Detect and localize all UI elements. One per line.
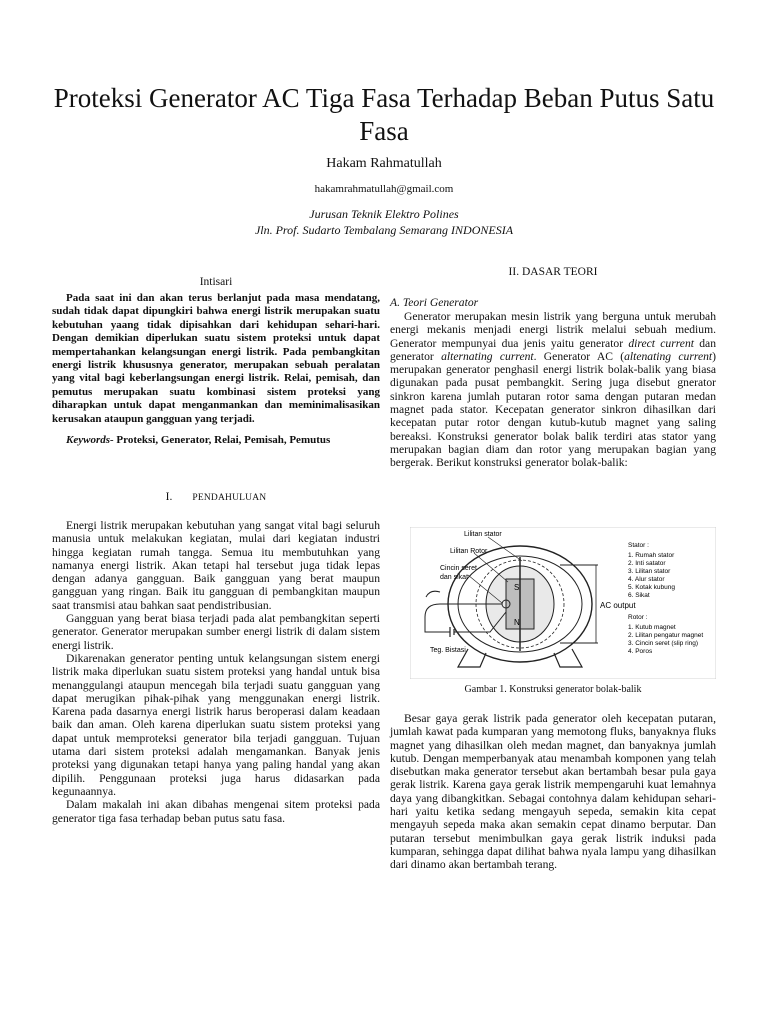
- generator-construction-figure: [410, 527, 716, 679]
- subsection-heading: A. Teori Generator: [390, 296, 479, 309]
- paragraph: Energi listrik merupakan kebutuhan yang sangat vital bagi seluruh manusia untuk melakukan kegiatan, mulai dari kegiatan industri hingga kegiatan rumah tangga. Semua itu membutuhkan yang namanya energi listrik. Akan tetapi hal tersebut juga tidak lepas dengan adanya gangguan. Baik gangguan yang berat maupun gangguan yang ringan. Baik itu gangguan di pembangkitan maupun saat transmisi atau bahkan saat pendistribusian.: [52, 519, 380, 612]
- legend-item: 4. Poros: [628, 648, 653, 655]
- label-teg-bistasi: Teg. Bistasi: [430, 647, 466, 654]
- paper-title: Proteksi Generator AC Tiga Fasa Terhadap Beban Putus Satu Fasa: [53, 83, 715, 146]
- paragraph: Generator merupakan mesin listrik yang berguna untuk merubah energi mekanis menjadi energi listrik melalui sebuah medium. Generator mempunyai dua jenis yaitu generator direct current dan generator alternating current. Generator AC (altenating current) merupakan generator penghasil energi listrik bolak-balik yang biasa digunakan pada pusat pembangkit. Sering juga disebut gnerator sinkron karena jumlah putaran rotor sama dengan putaran medan magnet pada stator. Kecepatan generator sinkron dihasilkan dari kecepatan putar rotor dengan kutub-kutub magnet yang saling bereaksi. Konstruksi generator bolak balik terdiri atas stator yang merupakan bagian diam dan rotor yang merupakan bagian yang bergerak. Berikut konstruksi generator bolak-balik:: [390, 310, 716, 470]
- affiliation-line-2: Jln. Prof. Sudarto Tembalang Semarang INDONESIA: [254, 223, 514, 237]
- keywords-list: Proteksi, Generator, Relai, Pemisah, Pemutus: [113, 434, 331, 446]
- label-cincin-seret: Cincin seret: [440, 565, 477, 572]
- section-title: PENDAHULUAN: [192, 493, 267, 503]
- label-dan-sikat: dan sikat: [440, 574, 469, 581]
- abstract-heading: Intisari: [199, 276, 233, 288]
- author-name: Hakam Rahmatullah: [326, 156, 442, 171]
- paragraph: Gangguan yang berat biasa terjadi pada alat pembangkitan seperti generator. Generator merupakan sumber energi listrik di dalam sistem energi listrik.: [52, 612, 380, 652]
- pole-s-label: S: [514, 583, 520, 592]
- teori-generator-paragraph: [390, 310, 716, 470]
- keywords-label: Keywords-: [66, 434, 114, 446]
- paragraph: Besar gaya gerak listrik pada generator oleh kecepatan putaran, jumlah kawat pada kumparan yang memotong fluks, banyaknya fluks magnet yang dihasilkan oleh medan magnet, dan banyaknya jumlah kutub. Dengan memperbanyak atau menambah komponen yang telah disebutkan maka generator tersebut akan bertambah besar pula gaya gerak listrik. Karena gaya gerak listrik mempengaruhi kuat lemahnya daya yang dibangkitkan. Sebagai contohnya dalam kehidupan sehari-hari yaitu ketika sedang mengayuh sepeda, semakin kita cepat mengayuh sepeda maka akan semakin cepat dinamo berputar. Dan putaran tersebut menimbulkan gaya gerak listrik induksi pada kumparan, sehingga dapat dilihat bahwa nyala lampu yang dihasilkan dari dinamo akan bertambah terang.: [390, 712, 716, 872]
- section-heading-pendahuluan: [52, 491, 380, 503]
- legend-item: 4. Alur stator: [628, 576, 665, 583]
- affiliation-line-1: Jurusan Teknik Elektro Polines: [309, 207, 459, 221]
- legend-item: 5. Kotak kubung: [628, 584, 675, 591]
- keywords: [52, 434, 380, 447]
- figure-caption: Gambar 1. Konstruksi generator bolak-balik: [464, 684, 642, 695]
- section-heading-dasar-teori: [390, 266, 716, 278]
- author-email: hakamrahmatullah@gmail.com: [314, 183, 454, 195]
- legend-item: 2. Inti satator: [628, 560, 666, 567]
- legend-item: 6. Sikat: [628, 592, 650, 599]
- abstract-text: Pada saat ini dan akan terus berlanjut pada masa mendatang, sudah tidak dapat dipungkiri bahwa energi listrik merupakan suatu kebutuhan yaang tidak dipisahkan dari kehidupan sehari-hari. Dengan demikian diperlukan suatu sistem proteksi untuk dapat mempertahankan kelangsungan energi listrik. Pada pembangkitan energi listrik khususnya generator, merupakan sebuah peralatan yang vital bagi keberlangsungan energi listrik. Relai, pemisah, dan pemutus merupakan suatu kombinasi sistem proteksi yang diharapkan untuk dapat menganmankan dan meminimalisasikan kerusakan ataupun gangguan yang terjadi.: [52, 292, 380, 425]
- legend-item: 3. Cincin seret (slip ring): [628, 640, 699, 647]
- legend-item: 2. Lilitan pengatur magnet: [628, 632, 704, 639]
- teori-generator-paragraph-2: [390, 712, 716, 872]
- legend-stator-title: Stator :: [628, 542, 649, 549]
- legend-rotor-title: Rotor :: [628, 614, 648, 621]
- ac-output-label: AC output: [600, 601, 636, 610]
- section-title: DASAR TEORI: [521, 266, 598, 278]
- section-number: I.: [165, 491, 173, 503]
- section-pendahuluan-body: [52, 519, 380, 825]
- legend-item: 1. Kutub magnet: [628, 624, 676, 631]
- label-lilitan-rotor: Lilitan Rotor: [450, 548, 488, 555]
- legend-item: 1. Rumah stator: [628, 552, 675, 559]
- legend-item: 3. Lilitan stator: [628, 568, 671, 575]
- author-affiliation: [0, 206, 768, 238]
- section-number: II.: [508, 266, 520, 278]
- label-lilitan-stator: Lilitan stator: [464, 531, 502, 538]
- paragraph: Dikarenakan generator penting untuk kelangsungan sistem energi listrik maka diperlukan suatu sistem proteksi yang handal untuk bisa menanggulangi ataupun mencegah bila terjadi suatu gangguan yang dapat merugikan pihak-pihak yang menggunakan energi listrik. Karena pada dasarnya energi listrik harus beroperasi dalam keadaan baik dan aman. Oleh karena diperlukan suatu sistem proteksi yang dapat untuk memproteksi generator bila terjadi gangguan. Tujuan utama dari sistem proteksi adalah mengamankan. Banyak jenis proteksi yang digunakan tetapi hanya yang paling handal yang akan dipilih. Penggunaan proteksi juga harus didasarkan pada kegunaannya.: [52, 651, 380, 798]
- paragraph: Dalam makalah ini akan dibahas mengenai sitem proteksi pada generator tiga fasa terhadap beban putus satu fasa.: [52, 798, 380, 825]
- pole-n-label: N: [514, 618, 520, 627]
